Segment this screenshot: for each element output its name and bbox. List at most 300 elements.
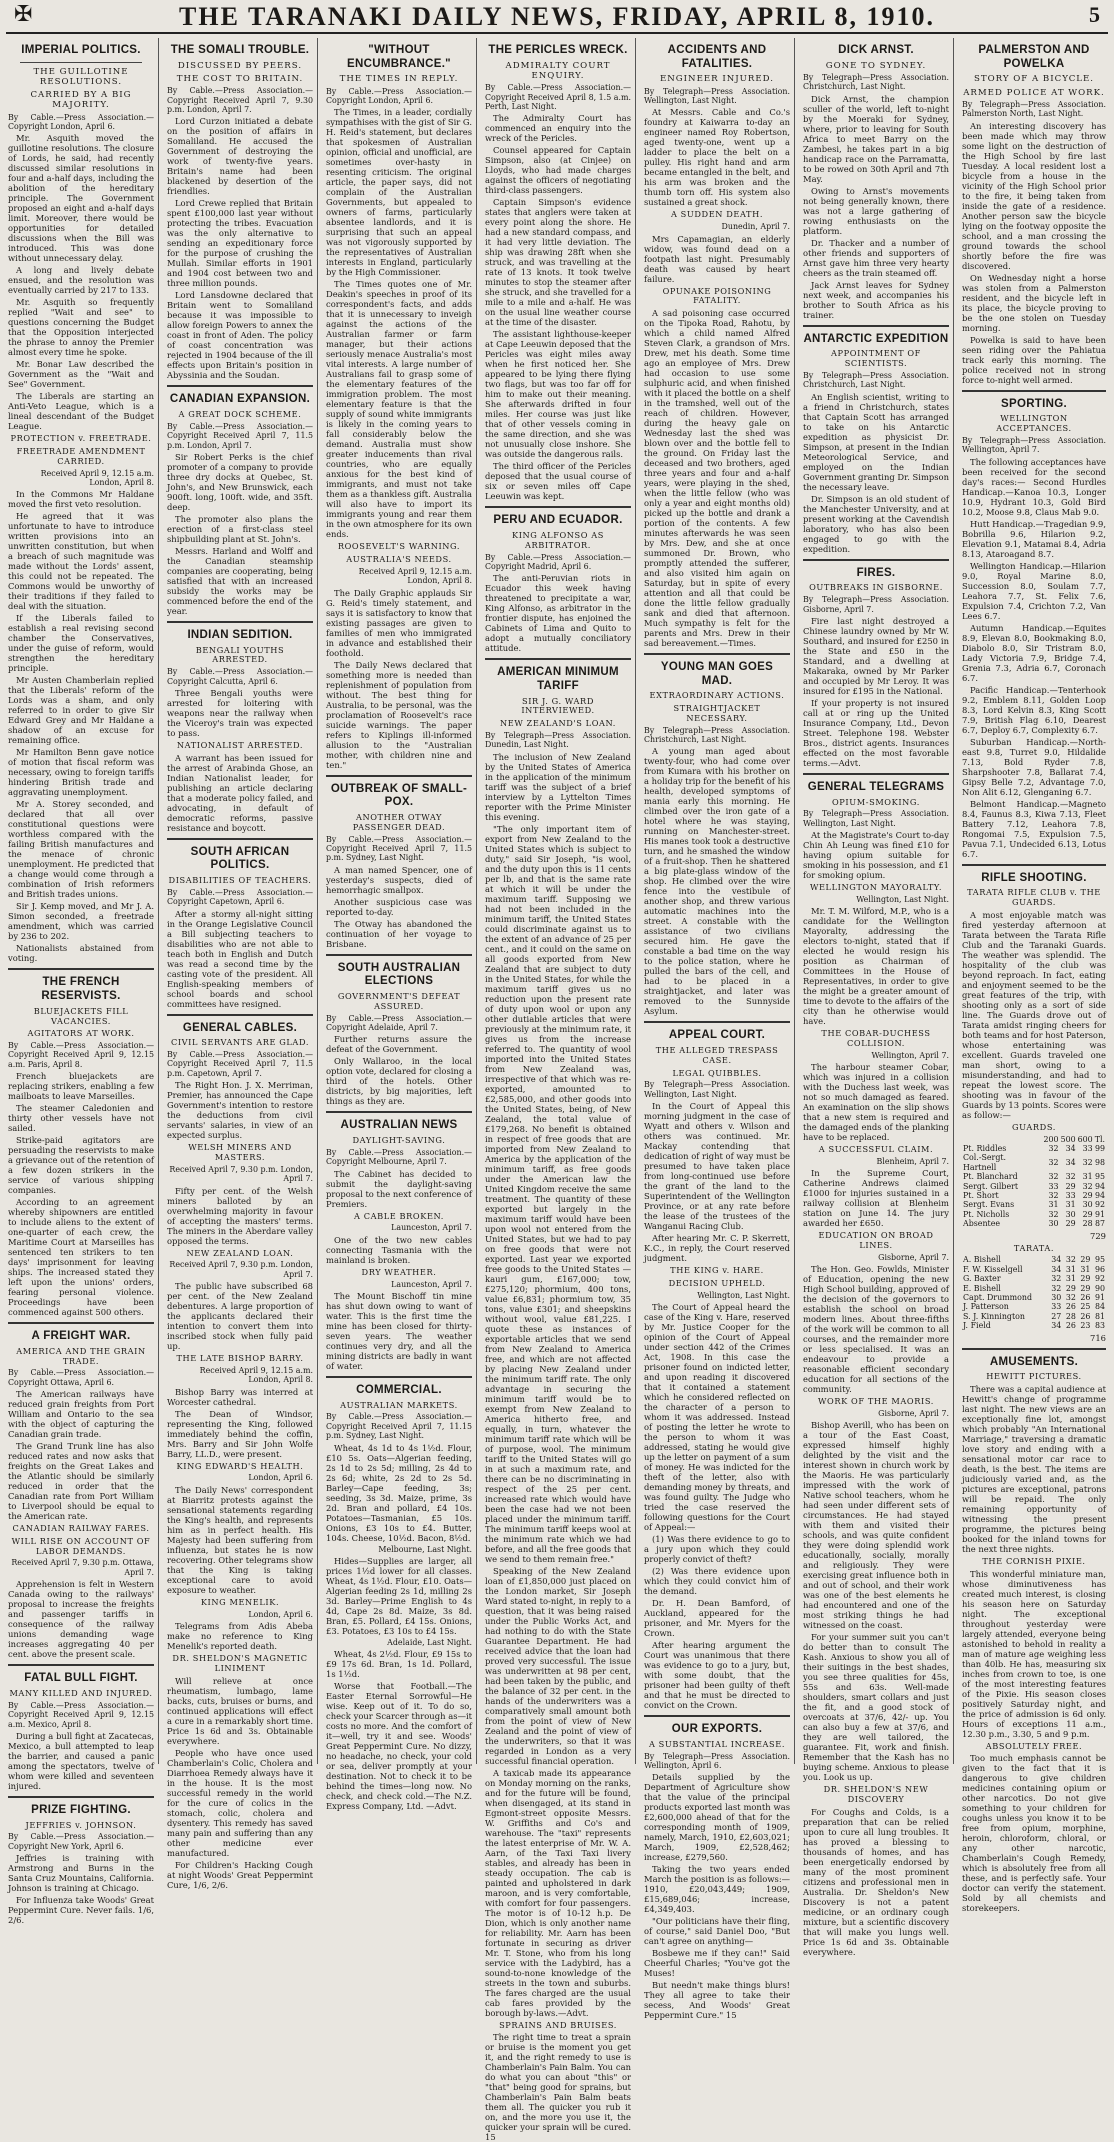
paragraph: One of the two new cables connecting Tasmania with the mainland is broken.: [326, 1234, 472, 1265]
table-cell: 33: [1051, 1302, 1062, 1312]
article-subhead: A SUBSTANTIAL INCREASE.: [648, 1738, 786, 1749]
article-subhead: STRAIGHTJACKET NECESSARY.: [673, 703, 761, 723]
article-subhead: FREETRADE AMENDMENT CARRIED.: [16, 446, 146, 466]
article-subhead: THE ALLEGED TRESPASS CASE.: [655, 1045, 779, 1065]
table-cell: 31: [1082, 1172, 1093, 1182]
table-cell: 31: [1048, 1200, 1059, 1210]
paragraph: Jeffries is training with Armstrong and Burns in the Santa Cruz Mountains, California. Johnson is training at Chicago.: [8, 1853, 154, 1894]
table-row: [962, 1153, 1106, 1172]
paragraph: Fifty per cent. of the Welsh miners balloted by an overwhelming majority in favour of accepting the masters' terms. The miners in the Aberdare valley opposed the terms.: [167, 1185, 313, 1246]
article-subhead: AGITATORS AT WORK.: [27, 1028, 135, 1039]
table-cell: 200: [1043, 1134, 1059, 1144]
paragraph: The Times quotes one of Mr. Deakin's speeches in proof of its correspondent's facts, and adds that it is unnecessary to inveigh against the actions of the Australian farmer or farm manager, but their actions seriously menace Australia's most vital interests. A large number of Australians fail to grasp some of the elementary features of the immigration problem. The most elementary feature is that the supply of sound white immigrants is likely in the coming years to fall considerably below the demand. Australia must show greater inducements than rival countries, who are equally anxious for the best kind of immigrants, and must not take them as a thankless gift. Australia will also have to import its immigrants young and rear them in the own atmosphere for its own ends.: [326, 279, 472, 540]
table-cell: 33: [1065, 1190, 1076, 1200]
table-cell: 32: [1048, 1172, 1059, 1182]
article-subhead: GONE TO SYDNEY.: [825, 60, 927, 71]
table-cell: 32: [1065, 1255, 1076, 1265]
divider: [962, 390, 1106, 392]
paragraph: A most enjoyable match was fired yesterday afternoon at Tarata between the Tarata Rifle Club and the Taranaki Guards. The weather was splendid. The hospitality of the club was beyond reproach. In fact, eating and enjoyment seemed to be the great features of the trip, with shooting only as a sort of side line. The Guards drove out of Tarata amidst ringing cheers for both teams and for host Paterson, whose entertaining was excellent. Guards traveled one man short, owing to a misunderstanding, and had to repeat the lowest score. The shooting was in favour of the Guards by 13 points. Scores were as follow:—: [962, 909, 1106, 1120]
article-subhead: WELLINGTON MAYORALTY.: [809, 882, 943, 893]
column-7: [958, 38, 1110, 1914]
divider: [485, 658, 631, 660]
dateline: Received April 7, 9.30 p.m. London, April 7.: [169, 1164, 313, 1184]
table-cell: 32: [1051, 1283, 1062, 1293]
dateline: By Telegraph—Press Association. Wellington, Last Night.: [644, 86, 790, 105]
dateline: By Telegraph—Press Association. Wellington, April 7.: [962, 435, 1106, 455]
table-cell: 29: [1065, 1181, 1076, 1191]
dateline: By Cable.—Press Association.—Copyright Calcutta, April 6.: [167, 667, 313, 686]
paragraph: Bishop Barry was interred at Worcester cathedral.: [167, 1386, 313, 1407]
table-cell: 99: [1094, 1143, 1105, 1153]
dateline: By Telegraph—Press Association. Palmerston North, Last Night.: [962, 99, 1106, 119]
dateline: Blenheim, April 7.: [876, 1156, 949, 1166]
column-rule: [317, 38, 318, 1764]
paragraph: Apprehension is felt in Western Canada owing to the railways' proposal to increase the freights and passenger tariffs in consequence of the railway unions demanding wage increases aggregating 40 per cent. above the present scale.: [8, 1579, 154, 1660]
article-subhead: DRY WEATHER.: [361, 1266, 437, 1277]
article-headline: ANTARCTIC EXPEDITION: [803, 332, 949, 345]
table-row: [962, 1135, 1106, 1144]
column-rule: [476, 38, 477, 1764]
paragraph: The Cabinet has decided to submit the daylight-saving proposal to the next conference of Premiers.: [326, 1168, 472, 1209]
paragraph: The American railways have reduced grain freights from Port William and Ontario to the sea with the object of capturing the Canadian grain trade.: [8, 1389, 154, 1440]
dateline: Received April 9, 12.15 a.m. London, April 8.: [358, 566, 472, 586]
dateline: By Cable.—Press Association.—Copyright Adelaide, April 7.: [326, 1013, 472, 1032]
table-cell: 29: [1065, 1219, 1076, 1229]
divider: [167, 385, 313, 387]
table-cell: 32: [1051, 1274, 1062, 1284]
table-cell: 26: [1080, 1311, 1091, 1321]
dateline: Dunedin, April 7.: [721, 222, 790, 232]
article-subhead: ANOTHER OTWAY PASSENGER DEAD.: [352, 812, 446, 832]
article-subhead: MANY KILLED AND INJURED.: [9, 1687, 153, 1698]
article-subhead: HEWITT PICTURES.: [986, 1371, 1082, 1382]
paragraph: Mr. Asquith so frequently replied "Wait and see" to questions concerning the Budget that the Opposition interjected the phrase to annoy the Premier almost every time he spoke.: [8, 297, 154, 358]
table-cell: Pt. Riddles: [963, 1143, 1007, 1153]
paragraph: The third officer of the Pericles deposed that the usual course of six or seven miles off Cape Leeuwin was kept.: [485, 461, 631, 502]
dateline: By Cable.—Press Association.—Copyright Received April 7, 11.15 p.m. Sydney, Last Night.: [326, 1412, 472, 1441]
table-cell: 30: [1065, 1209, 1076, 1219]
dateline: By Telegraph—Press Association. Christchurch, Last Night.: [803, 72, 949, 92]
paragraph: The Daily Graphic applauds Sir G. Reid's timely statement, and says it is satisfactory to know that existing passages are given to families of men who immigrated in advance and established their foothold.: [326, 587, 472, 658]
article-subhead: OUTBREAKS IN GISBORNE.: [809, 582, 943, 593]
article-headline: YOUNG MAN GOES MAD.: [660, 661, 774, 687]
table-title: TARATA.: [1013, 1242, 1055, 1253]
article-headline: COMMERCIAL.: [356, 1383, 442, 1396]
paragraph: Sir Robert Perks is the chief promoter of a company to provide three dry docks at Quebec, St. John's, and New Brunswick, each 900ft. long, 100ft. wide, and 35ft. deep.: [167, 451, 313, 512]
paragraph: Counsel appeared for Captain Simpson, also (at Cinjee) on Lloyds, who had made charges against the officers of negotiating third-class passengers.: [485, 145, 631, 196]
table-row: [962, 1293, 1106, 1302]
paragraph: The harbour steamer Cobar, which was injured in a collision with the Duchess last week, was not so much damaged as feared. An examination on the slip shows that a new stem is required and the damaged ends of the planking have to be replaced.: [803, 1062, 949, 1143]
article-subhead: ADMIRALTY COURT ENQUIRY.: [505, 60, 611, 81]
paragraph: The Daily News declared that something more is needed than replenishment of population from without. The best thing for Australia, to be personal, was the proclamation of Roosevelt's race suicide warnings. The paper refers to Kiplings ill-informed allusion to the "Australian mother, with children nine and ten.": [326, 659, 472, 770]
paragraph: Mrs Capamagian, an elderly widow, was found dead on a footpath last night. Presumably death was caused by heart failure.: [644, 233, 790, 284]
dateline: By Telegraph—Press Association. Christchurch, Last Night.: [803, 370, 949, 390]
article-subhead: CIVIL SERVANTS ARE GLAD.: [170, 1037, 310, 1048]
article-subhead: DAYLIGHT-SAVING.: [352, 1135, 446, 1146]
table-row: [962, 1219, 1106, 1228]
article-headline: OUTBREAK OF SMALL-POX.: [330, 782, 468, 809]
table-row: [962, 1172, 1106, 1181]
paragraph: After hearing Mr. C. P. Skerrett, K.C., in reply, the Court reserved judgment.: [644, 1233, 790, 1264]
paragraph: For your summer suit you can't do better than to consult The Kash. Anxious to show you all of their suitings in the best shades, you see three qualities for 45s, 55s and 63s. Well-made shoulders, smart collars and just the fit, and a good stock of overcoats at 37/6, 42/- up. You can also buy a few at 37/6, and they are well tailored, the guarantee. Fit, work and finish. Remember that the Kash has no buying scheme. Anxious to please you. Look us up.: [803, 1632, 949, 1783]
article-headline: OUR EXPORTS.: [671, 1723, 763, 1736]
article-subhead: ROOSEVELT'S WARNING.: [337, 541, 461, 552]
table-cell: 34: [1065, 1143, 1076, 1153]
paragraph: Owing to Arnst's movements not being generally known, there was not a large gathering of rowing enthusiasts on the platform.: [803, 185, 949, 236]
article-subhead: KING ALFONSO AS ARBITRATOR.: [511, 530, 604, 550]
dateline: By Cable.—Press Association.—Copyright New York, April 6.: [8, 1832, 154, 1851]
paragraph: Mr. Bonar Law described the Government as the "Wait and See" Government.: [8, 359, 154, 390]
column-6: [799, 38, 953, 1957]
dateline: By Cable.—Press Association.—Copyright Ottawa, April 6.: [8, 1368, 154, 1387]
paragraph: Dr. H. Dean Bamford, of Auckland, appeared for the prisoner, and Mr. Myers for the Crown.: [644, 1598, 790, 1639]
table-cell: 30: [1051, 1292, 1062, 1302]
verse-line: "Our politicians have their fling, of course," said Daniel Doo, "But can't agree on anything—: [644, 1916, 790, 1947]
article-subhead: WELLINGTON ACCEPTANCES.: [996, 413, 1072, 434]
dateline: By Telegraph—Press Association. Dunedin, Last Night.: [485, 730, 631, 750]
table-cell: Col.-Sergt. Hartnell: [963, 1153, 1007, 1172]
table-row: [962, 1200, 1106, 1209]
paragraph: Dr. Thacker and a number of other friends and supporters of Arnst gave him three very hearty cheers as the train steamed off.: [803, 237, 949, 278]
article-subhead: ARMED POLICE AT WORK.: [963, 87, 1105, 98]
team-total: 716: [1090, 1332, 1106, 1343]
table-cell: 98: [1094, 1158, 1105, 1168]
article-headline: AUSTRALIAN NEWS: [340, 1119, 458, 1132]
paragraph: French bluejackets are replacing strikers, enabling a few mailboats to leave Marseilles.: [8, 1071, 154, 1102]
table-row: [962, 1321, 1106, 1330]
table-cell: 31: [1065, 1274, 1076, 1284]
dateline: Received April 9, 12.15 a.m. London, April 8.: [199, 1365, 313, 1385]
paragraph: The public have subscribed 68 per cent. of the New Zealand debentures. A large proportion of the applicants declared their intention to convert them into inscribed stock when fully paid up.: [167, 1281, 313, 1352]
table-row: [962, 1274, 1106, 1283]
article-subhead: AUSTRALIAN MARKETS.: [340, 1399, 458, 1410]
divider: [962, 864, 1106, 866]
article-subhead: WORK OF THE MAORIS.: [818, 1396, 934, 1407]
table-cell: 27: [1051, 1311, 1062, 1321]
article-subhead: ENGINEER INJURED.: [660, 74, 774, 85]
table-cell: 30: [1082, 1200, 1093, 1210]
paragraph: The inclusion of New Zealand by the United States of America in the application of the minimum tariff was the subject of a brief interview by a Lyttelton Times reporter with the Prime Minister this evening.: [485, 751, 631, 822]
divider: [644, 653, 790, 655]
article-subhead: APPOINTMENT OF SCIENTISTS.: [831, 348, 921, 369]
dateline: Wellington, Last Night.: [856, 894, 949, 904]
article-subhead: JEFFRIES v. JOHNSON.: [25, 1819, 137, 1830]
table-cell: 81: [1094, 1311, 1105, 1321]
dateline: By Telegraph—Press Association. Christchurch, Last Night.: [644, 725, 790, 745]
paragraph: Jack Arnst leaves for Sydney next week, and accompanies his brother to South Africa as his trainer.: [803, 279, 949, 320]
verse-line: But needn't make things blurs! They all agree to take their secess, And Woods' Great Peppermint Cure." 15: [644, 1980, 790, 2021]
paragraph: Lord Curzon initiated a debate on the position of affairs in Somaliland. He accused the Government of destroying the work of twenty-five years. Britain's name had been blackened by desertion of the friendlies.: [167, 116, 313, 197]
paragraph: In the Commons Mr Haldane moved the first veto resolution.: [8, 489, 154, 510]
table-cell: 32: [1065, 1292, 1076, 1302]
tarata-score-table: [962, 1255, 1106, 1330]
paragraph: The Hon. Geo. Fowlds, Minister of Education, opening the new High School building, approved of the decision of the governors to establish the school on broad modern lines. About three-fifths of the work will be common to all courses, and the remainder more or less specialised. It was an endeavour to provide a reasonable efficient secondary education for all sections of the community.: [803, 1264, 949, 1395]
ornament-icon: ✠: [14, 2, 33, 27]
dateline: By Cable.—Press Association.—Copyright Received April 9, 12.15 a.m. Mexico, April 8.: [8, 1700, 154, 1729]
article-subhead: OPIUM-SMOKING.: [832, 796, 920, 807]
table-cell: Pt. Short: [963, 1190, 999, 1200]
article-headline: AMUSEMENTS.: [989, 1355, 1079, 1368]
paragraph: A taxicab made its appearance on Monday morning on the ranks, and for the future will be found, when disengaged, at its stand in Egmont-street opposite Messrs. W. Griffiths and Co's and warehouse. The "taxi" represents the latest enterprise of Mr. W. A. Aarn, of the Taxi Taxi livery stables, and already has been in steady occupation. The cab is painted and upholstered in dark maroon, and is very comfortable, with comfort for four passengers. The motor is of 10-12 h.p. De Dion, which is only another name for reliability. Mr. Aarn has been fortunate in securing as driver Mr. T. Stone, who from his long service with the Ladybird, has a sound-to-none knowledge of the streets in the town and suburbs. The fares charged are the usual cab fares provided by the borough by-laws.—Advt.: [485, 1767, 631, 2018]
table-cell: 96: [1094, 1264, 1105, 1274]
paragraph: Lord Lansdowne declared that Britain went to Somaliland because it was impossible to allow foreign Powers to annex the coast in front of Aden. The policy of coast concentration was rejected in 1904 because of the ill effects upon Britain's position in Abyssinia and the Soudan.: [167, 290, 313, 381]
paragraph: Only Wallaroo, in the local option vote, declared for closing a third of the hotels. Other districts, by big majorities, left things as they are.: [326, 1056, 472, 1107]
divider: [644, 1715, 790, 1717]
paragraph: In the Court of Appeal this morning judgment in the case of Wyatt and others v. Wilson and others was continued. Mr. Mackay contending that dedication of right of way must be presumed to have taken place from long-continued use before the grant of the land to the Superintendent of the Wellington Province, or at any rate before the lease of the trustees of the Wanganui Racing Club.: [644, 1101, 790, 1232]
table-cell: 33: [1048, 1181, 1059, 1191]
paragraph: The steamer Caledonien and thirty other vessels have not sailed.: [8, 1103, 154, 1134]
table-cell: 28: [1082, 1219, 1093, 1229]
divider: [8, 1664, 154, 1666]
paragraph: (2) Was there evidence upon which they could convict him of the demand.: [644, 1566, 790, 1597]
table-cell: 91: [1094, 1292, 1105, 1302]
divider: [167, 838, 313, 840]
table-cell: Pt. Blanchard: [963, 1172, 1018, 1182]
table-cell: 34: [1051, 1264, 1062, 1274]
paragraph: If your property is not insured call at or ring up the United Insurance Company, Ltd., Devon Street. Telephone 198. Webster Bros., district agents. Insurances effected on the most favorable terms.—Advt.: [803, 697, 949, 768]
article-headline: AMERICAN MINIMUM TARIFF: [497, 666, 619, 692]
dateline: Wellington, April 7.: [871, 1050, 949, 1060]
article-subhead: THE CORNISH PIXIE.: [982, 1555, 1086, 1566]
paragraph: The Liberals are starting an Anti-Veto League, which is a lineal descendant of the Budget League.: [8, 391, 154, 432]
article-subhead: AUSTRALIA'S NEEDS.: [346, 554, 452, 565]
column-rule: [158, 38, 159, 1764]
paragraph: Will relieve at once rheumatism, lumbago, lame backs, cuts, bruises or burns, and continued applications will effect a cure in a remarkably short time. Price 1s 6d and 3s. Obtainable everywhere.: [167, 1675, 313, 1746]
paragraph: Bishop Averill, who has been on a tour of the East Coast, expressed himself highly delighted by the visit and the interest shown in church work by the Maoris. He was particularly impressed with the work of Native school teachers, whom he had seen under different sets of circumstances. He had stayed with them and visited their schools, and was quite confident they were doing splendid work educationally, socially, morally and religiously. They were exercising great influence both in and out of school, and their work was one of the best elements he had encountered and one of the most striking things he had witnessed on the coast.: [803, 1420, 949, 1631]
paragraph: For Coughs and Colds, is a preparation that can be relied upon to cure all lung troubles. It has proved a blessing to thousands of homes, and has been energetically endorsed by many of the most prominent citizens and professional men in Australia. Dr. Sheldon's New Discovery is not a patent medicine, or an ordinary cough mixture, but a scientific discovery that will make you lungs well. Price 1s 6d and 3s. Obtainable everywhere.: [803, 1806, 949, 1957]
table-cell: 29: [1080, 1255, 1091, 1265]
table-row: [962, 1144, 1106, 1153]
table-cell: 29: [1080, 1283, 1091, 1293]
article-headline: PERU AND ECUADOR.: [493, 514, 623, 527]
paragraph: Wheat, 4s 2½d. Flour, £9 15s to £9 17s 6d. Bran, 1s 1d. Pollard, 1s 1½d.: [326, 1649, 472, 1680]
article-subhead: THE COST TO BRITAIN.: [176, 73, 304, 84]
article-subhead: THE LATE BISHOP BARRY.: [176, 1353, 304, 1364]
paragraph: Mr. Asquith moved the guillotine resolutions. The closure of Lords, he said, had recently discussed similar resolutions in four and a-half days, including the abolition of the hereditary principle. The Government proposed an eight and a-half days limit. Moreover, there would be opportunities for detailed discussions when the Bill was introduced. This was done without unnecessary delay.: [8, 133, 154, 264]
article-subhead: TARATA RIFLE CLUB v. THE GUARDS.: [967, 887, 1101, 907]
paragraph: Three Bengali youths were arrested for loitering with weapons near the railway when the Viceroy's train was expected to pass.: [167, 687, 313, 738]
score-table-body: [962, 1135, 1106, 1229]
dateline: Gisborne, April 7.: [878, 1409, 949, 1419]
column-rule: [953, 38, 954, 1764]
column-2: [163, 38, 317, 1890]
dateline: By Cable.—Press Association.—Copyright Received April 9, 12.15 a.m. Paris, April 8.: [8, 1041, 154, 1069]
article-subhead: NATIONALIST ARRESTED.: [176, 739, 304, 750]
column-rule: [635, 38, 636, 1764]
table-cell: E. Bishell: [963, 1283, 1001, 1293]
table-cell: Pt. Nicholls: [963, 1209, 1010, 1219]
column-3: [322, 38, 476, 1812]
article-subhead: OPUNAKE POISONING FATALITY.: [662, 285, 772, 306]
dateline: By Cable.—Press Association.—Copyright Received April 7, 11.5 p.m. London, April 7.: [167, 421, 313, 450]
paragraph: The Times, in a leader, cordially sympathises with the gist of Sir G. H. Reid's statement, but declares that spokesmen of Australian opinion, official and unofficial, are sometimes over-hasty in resenting criticism. The original article, the paper says, did not complain of the Australian Governments, but appealed to owners of farms, particularly absentee landlords, and it is surprising that such an appeal was not vigorously supported by the representatives of Australian interests in England, particularly by the High Commissioner.: [326, 107, 472, 278]
table-cell: 28: [1065, 1311, 1076, 1321]
paragraph: Mr A. Storey seconded, and declared that all over constitutional questions were worthless compared with the failing British manufactures and the menace of chronic unemployment. He predicted that a change would come through a combination of Irish reformers and British trades unions.: [8, 799, 154, 900]
guards-score-table: [962, 1135, 1106, 1229]
table-cell: S. J. Kinnington: [963, 1311, 1025, 1321]
table-cell: 29: [1082, 1190, 1093, 1200]
divider: [8, 1796, 154, 1798]
paragraph: If the Liberals failed to establish a real revising second chamber the Conservatives, under the guise of reform, would strengthen the hereditary principle.: [8, 613, 154, 674]
dateline: By Cable.—Press Association.—Copyright Madrid, April 6.: [485, 552, 631, 571]
article-subhead: SIR J. G. WARD INTERVIEWED.: [521, 695, 595, 716]
dateline: By Cable.—Press Association.—Copyright London, April 6.: [326, 86, 472, 105]
table-cell: 87: [1094, 1219, 1105, 1229]
advertisement-line: For Influenza take Woods' Great Peppermint Cure. Never fails. 1/6, 2/6.: [8, 1895, 154, 1926]
dateline: Adelaide, Last Night.: [387, 1638, 472, 1647]
article-subhead: PROTECTION v. FREETRADE.: [10, 433, 152, 444]
column-4: [481, 38, 635, 2142]
dateline: By Telegraph—Press Association. Wellington, April 6.: [644, 1751, 790, 1770]
article-subhead: NEW ZEALAND LOAN.: [186, 1247, 294, 1258]
article-headline: A FREIGHT WAR.: [31, 1330, 131, 1343]
table-cell: 32: [1048, 1209, 1059, 1219]
paragraph: Another suspicious case was reported to-day.: [326, 896, 472, 917]
divider: [8, 1322, 154, 1324]
paragraph: Captain Simpson's evidence states that anglers were taken at every point along the shore. He had a new standard compass, and it had very little deviation. The ship was drawing 28ft when she struck, and was travelling at the rate of 13 knots. It took twelve minutes to stop the steamer after she struck, and she travelled for a mile to a mile and a-half. He was on the usual line weather course at the time of the disaster.: [485, 197, 631, 328]
table-cell: 32: [1048, 1143, 1059, 1153]
article-headline: CANADIAN EXPANSION.: [169, 393, 311, 406]
advertisement-heading: DR. SHELDON'S MAGNETIC LINIMENT: [172, 1653, 308, 1673]
paragraph: Sir J. Kemp moved, and Mr J. A. Simon seconded, a freetrade amendment, which was carried by 236 to 202.: [8, 901, 154, 942]
article-headline: PALMERSTON AND POWELKA: [978, 44, 1090, 70]
paragraph: The Right Hon. J. X. Merriman, Premier, has announced the Cape Government's intention to restore the deductions from civil servants' salaries, in view of an expected surplus.: [167, 1080, 313, 1141]
paragraph: The right time to treat a sprain or bruise is the moment you get it, and the right remedy to use is Chamberlain's Pain Balm. You can do what you can about "this" or "that" being good for sprains, but Chamberlain's Pain Balm beats them all. The quicker you rub it on, and the more you use it, the quicker your sprain will be cured. 15: [485, 2032, 631, 2142]
divider: [167, 621, 313, 623]
divider: [326, 775, 472, 777]
verse-line: Bosbewe me if they can!" Said Cheerful Charles; "You've got the Muses!: [644, 1948, 790, 1979]
table-cell: A. Bishell: [963, 1255, 1001, 1265]
paragraph: The promoter also plans the erection of a first-class steel shipbuilding plant at St. John's.: [167, 513, 313, 544]
table-cell: Capt. Drummond: [963, 1292, 1033, 1302]
paragraph: During a bull fight at Zacatecas, Mexico, a bull attempted to leap the barrier, and caused a panic among the spectators, twelve of whom were killed and seventeen injured.: [8, 1730, 154, 1791]
table-row: [962, 1265, 1106, 1274]
table-cell: 34: [1051, 1321, 1062, 1331]
article-subhead: THE COBAR-DUCHESS COLLISION.: [821, 1028, 931, 1049]
paragraph: He agreed that it was unfortunate to have to introduce written provisions into an unwritten constitution, but when a breach of such magnitude was made without the Lords' assent, this could not be repeated. The Commons would be unworthy of their traditions if they failed to deal with the situation.: [8, 511, 154, 612]
paragraph: Pacific Handicap.—Tenterhook 9.2, Emblem 8.11, Golden Loop 8.3, Lord Kelvin 8.3, King Scott 7.9, British Flag 6.10, Dearest 6.7, Deploy 6.7, Complexity 6.7.: [962, 684, 1106, 735]
article-headline: RIFLE SHOOTING.: [981, 871, 1087, 884]
paragraph: Worse that Football.—The Easter Eternal Sorrowful—He wise. Keep out of it. To do so, check your Scarcer through as—it costs no more. And the comfort of it—well, try it and see. Woods' Great Peppermint Cure. No dizzy, no headache, no check, your cold or sea, deliver promptly at your destination. Not to check it to be behind the times—long now. No check, and check cold.—The N.Z. Express Company, Ltd. —Advt.: [326, 1681, 472, 1812]
article-subhead: LEGAL QUIBBLES.: [672, 1067, 762, 1078]
article-headline: GENERAL CABLES.: [182, 1021, 298, 1034]
paragraph: Mr. T. M. Wilford, M.P., who is a candidate for the Wellington Mayoralty, addressing the electors to-night, stated that if elected he would resign his position as Chairman of Committees in the House of Representatives, in order to give the might be a greater amount of time to devote to the affairs of the city than he otherwise would have.: [803, 906, 949, 1027]
paragraph: Powelka is said to have been seen riding over the Pahiatua track early this morning. The police received not in strong force to-night well armed.: [962, 334, 1106, 385]
paragraph: The Daily News' correspondent at Biarritz protests against the sensational statements regarding the King's health, and represents him as in perfect health. His Majesty had been suffering from influenza, but states he is now recovering. Other telegrams show that the King is taking exceptional care to avoid exposure to weather.: [167, 1484, 313, 1595]
table-cell: J. Field: [963, 1321, 991, 1331]
paragraph: At Messrs. Cable and Co.'s foundry at Kaiwarra to-day an engineer named Roy Robertson, aged twenty-one, went up a ladder to place the belt on a pulley. His right hand and arm became entangled in the belt, and his arm was broken and the thumb torn off. His system also sustained a great shock.: [644, 107, 790, 208]
article-subhead: BLUEJACKETS FILL VACANCIES.: [33, 1005, 129, 1026]
dateline: Launceston, April 7.: [391, 1223, 472, 1233]
article-headline: FIRES.: [856, 566, 896, 579]
paragraph: An interesting discovery has been made which may throw some light on the destruction of the High School by fire last Tuesday. A local resident lost a bicycle from a house in the vicinity of the High School prior to the fire, it being taken from inside the gate of a residence. Another person saw the bicycle lying on the footway opposite the school, and a man crossing the ground towards the school shortly before the fire was discovered.: [962, 120, 1106, 271]
table-cell: 34: [1051, 1255, 1062, 1265]
divider: [326, 1111, 472, 1113]
paragraph: A young man aged about twenty-four, who had come over from Kumara with his brother on a holiday trip for the benefit of his health, developed symptoms of mania early this morning. He climbed over the iron gate of a hotel where he was staying, running on Manchester-street. His manes took took a destructive turn, and he smashed the window of a fruit-shop. Then he shattered a big plate-glass window of the shop. He climbed over the wire fence into the vestibule of another shop, and threw various automatic machines into the street. A constable with the assistance of two civilians secured him. He gave the constable a bad time on the way to the police station, where he pulled the bars of the cell, and had to be placed in a straightjacket, and later was removed to the Sunnyside Asylum.: [644, 746, 790, 1017]
paragraph: Suburban Handicap.—North-east 9.8, Turret 9.0, Hildalide 7.13, Bold Ryder 7.8, Sharpshooter 7.8, Ballarat 7.4, Gipsy Belle 7.2, Advantage 7.0, Non Alit 6.12, Glenganing 6.7.: [962, 736, 1106, 797]
table-cell: 32: [1048, 1190, 1059, 1200]
team-total: 729: [1090, 1230, 1106, 1241]
article-headline: THE FRENCH RESERVISTS.: [41, 976, 121, 1003]
article-subhead: ABSOLUTELY FREE.: [985, 1740, 1083, 1751]
column-rule: [794, 38, 795, 1764]
table-cell: 94: [1094, 1190, 1105, 1200]
dateline: By Cable.—Press Association.—Copyright London, April 6.: [8, 112, 154, 131]
article-subhead: A CABLE BROKEN.: [354, 1210, 444, 1221]
dateline: By Cable.—Press Association.—Copyright Received April 7, 9.30 p.m. London, April 7.: [167, 86, 313, 114]
table-cell: 29: [1082, 1209, 1093, 1219]
article-subhead: EDUCATION ON BROAD LINES.: [818, 1230, 934, 1251]
paragraph: Belmont Handicap.—Magneto 8.4, Faunus 8.3, Kiwa 7.13, Fleet Battery 7.12, Leahora 7.8, Rongomai 7.5, Expulsion 7.5, Pavua 7.1, Undecided 6.13, Lotus 6.7.: [962, 798, 1106, 859]
paragraph: Fire last night destroyed a Chinese laundry owned by Mr W. Southard, and insured for £250 in the State and £50 in the Standard, and a dwelling at Makaraka, owned by Mr Parker and occupied by Mr Leroy. It was insured for £195 in the National.: [803, 615, 949, 696]
paragraph: Autumn Handicap.—Equites 8.9, Elevan 8.0, Bookmaking 8.0, Diabolo 8.0, Sir Tristram 8.0, Lady Victoria 7.9, Bridge 7.4, Grenia 7.3, Adria 6.7, Coronach 6.7.: [962, 622, 1106, 683]
article-subhead: THE TIMES IN REPLY.: [339, 74, 459, 85]
divider: [326, 1376, 472, 1378]
table-cell: 32: [1082, 1181, 1093, 1191]
dateline: Melbourne, Last Night.: [378, 1544, 472, 1554]
paragraph: The Otway has abandoned the continuation of her voyage to Brisbane.: [326, 918, 472, 949]
table-cell: 90: [1094, 1283, 1105, 1293]
article-subhead: THE GUILLOTINE RESOLUTIONS.: [33, 66, 129, 87]
paragraph: A long and lively debate ensued, and the resolution was eventually carried by 217 to 133.: [8, 265, 154, 296]
article-headline: FATAL BULL FIGHT.: [24, 1672, 138, 1685]
article-headline: INDIAN SEDITION.: [187, 628, 293, 641]
article-subhead: AMERICA AND THE GRAIN TRADE.: [16, 1345, 146, 1366]
table-cell: 95: [1094, 1255, 1105, 1265]
table-cell: 23: [1080, 1321, 1091, 1331]
paragraph: Lord Crewe replied that Britain spent £100,000 last year without protecting the tribes. Evacuation was the only alternative to sending an expeditionary force for the purpose of crushing the Mullah. Similar efforts in 1901 and 1904 cost between two and three million pounds.: [167, 198, 313, 289]
table-cell: 95: [1094, 1172, 1105, 1182]
article-subhead: KING EDWARD'S HEALTH.: [176, 1460, 304, 1471]
article-headline: ACCIDENTS AND FATALITIES.: [667, 44, 767, 70]
paragraph: Wheat, 4s 1d to 4s 1½d. Flour, £10 5s. Oats—Algerian feeding, 2s 1d to 2s 5d; milling, 2s 4d to 2s 6d; white, 2s 2d to 2s 5d. Barley—Cape feeding, 3s; seeding, 3s 3d. Maize, prime, 3s 2d. Bran and pollard, £4 10s. Potatoes—Tasmanian, £5 10s. Onions, £3 10s to £4. Butter, 104s. Cheese, 10½d. Bacon, 8½d.: [326, 1442, 472, 1543]
paragraph: The anti-Peruvian riots in Ecuador this week having threatened to precipitate a war, King Alfonso, as arbitrator in the frontier dispute, has enjoined the Cabinets of Lima and Quito to adopt a mutually conciliatory attitude.: [485, 573, 631, 654]
table-cell: 32: [1048, 1158, 1059, 1168]
article-subhead: SPRAINS AND BRUISES.: [499, 2019, 617, 2030]
article-subhead: NEW ZEALAND'S LOAN.: [500, 718, 616, 729]
table-cell: 34: [1065, 1158, 1076, 1168]
dateline: By Cable.—Press Association.—Copyright Capetown, April 6.: [167, 887, 313, 907]
table-cell: 31: [1065, 1264, 1076, 1274]
table-cell: 500: [1060, 1134, 1076, 1144]
table-cell: 31: [1065, 1200, 1076, 1210]
divider: [8, 968, 154, 970]
table-cell: 30: [1048, 1219, 1059, 1229]
table-row: [962, 1255, 1106, 1264]
paragraph: Further returns assure the defeat of the Government.: [326, 1034, 472, 1055]
paragraph: Taking the two years ended March the position is as follows:—1910, £20,043,449; 1909, £15,689,046; increase, £4,349,403.: [644, 1864, 791, 1915]
dateline: Launceston, April 7.: [391, 1279, 472, 1289]
table-row: [962, 1312, 1106, 1321]
paragraph: Messrs. Harland and Wolff and the Canadian steamship companies are cooperating, being satisfied that with an increased subsidy the works may be commenced before the end of the year.: [167, 545, 313, 616]
table-cell: 32: [1065, 1172, 1076, 1182]
masthead: [0, 0, 1114, 30]
article-subhead: DISABILITIES OF TEACHERS.: [168, 875, 312, 886]
paragraph: After hearing argument the Court was unanimous that there was evidence to go to a jury, but, with some doubt, that the prisoner had been guilty of theft and that he must be directed to convict on the Crown.: [644, 1640, 790, 1711]
article-subhead: A SUDDEN DEATH.: [670, 209, 764, 220]
table-cell: Sergt. Gilbert: [963, 1181, 1019, 1191]
advertisement-line: For Children's Hacking Cough at night Woods' Great Peppermint Cure, 1/6, 2/6.: [167, 1859, 313, 1890]
article-headline: SOUTH AUSTRALIAN ELECTIONS: [337, 961, 461, 988]
article-subhead: A GREAT DOCK SCHEME.: [178, 409, 302, 419]
score-table-body: [962, 1255, 1106, 1330]
paragraph: Mr Austen Chamberlain replied that the Liberals' reform of the Lords was a sham, and only referred to in order to give Sir Edward Grey and Mr Haldane a shadow of an excuse for remaining office.: [8, 675, 154, 746]
paragraph: After a stormy all-night sitting in the Orange Legislative Council a Bill subjecting teachers to disabilities who are not able to teach both in English and Dutch was read a second time by the casting vote of the president. All English-speaking members of school boards and school committees have resigned.: [167, 908, 313, 1009]
dateline: By Telegraph—Press Association. Wellington, Last Night.: [644, 1080, 790, 1099]
dateline: Wellington, Last Night.: [697, 1290, 790, 1300]
divider: [167, 1014, 313, 1016]
paragraph: The following acceptances have been received for the second day's races:— Second Hurdles Handicap.—Kanoa 10.3, Longer 10.9, Hydrant 10.3, Gold Bird 10.2, Moose 9.8, Claus Mab 9.0.: [962, 456, 1106, 517]
